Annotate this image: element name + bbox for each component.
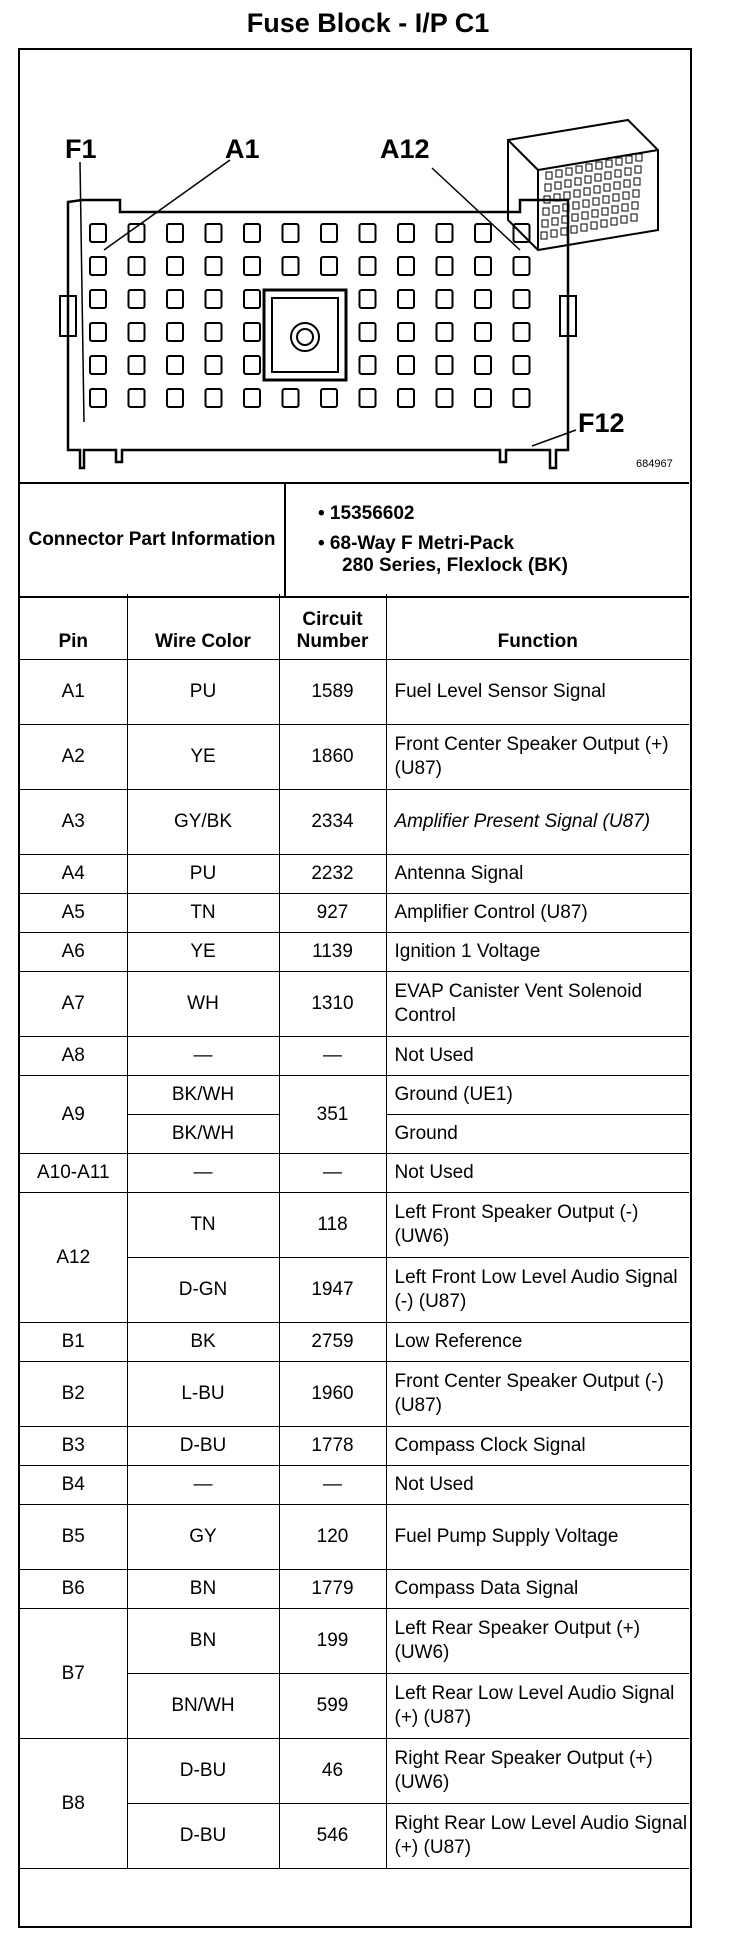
terminal-cavity — [167, 257, 183, 275]
terminal-cavity — [167, 290, 183, 308]
terminal-cavity — [615, 170, 621, 177]
pin-cell: B1 — [20, 1323, 127, 1362]
terminal-cavity — [572, 214, 578, 221]
terminal-cavity — [632, 202, 638, 209]
pin-cell: B4 — [20, 1466, 127, 1505]
terminal-cavity — [514, 356, 530, 374]
wire-color-cell: D-BU — [127, 1739, 279, 1804]
table-row — [20, 855, 689, 894]
terminal-cavity — [553, 206, 559, 213]
circuit-cell: 927 — [279, 894, 386, 933]
terminal-cavity — [321, 224, 337, 242]
function-cell: Ground (UE1) — [386, 1076, 689, 1115]
function-cell: Not Used — [386, 1466, 689, 1505]
pin-cell: A4 — [20, 855, 127, 894]
terminal-cavity — [631, 214, 637, 221]
circuit-cell: 351 — [279, 1076, 386, 1154]
terminal-cavity — [206, 389, 222, 407]
function-cell: Amplifier Present Signal (U87) — [386, 790, 689, 855]
part-number: • 15356602 — [318, 503, 415, 524]
terminal-cavity — [244, 356, 260, 374]
function-cell: Antenna Signal — [386, 855, 689, 894]
circuit-cell: 2232 — [279, 855, 386, 894]
wire-color-cell: WH — [127, 972, 279, 1037]
terminal-cavity — [546, 172, 552, 179]
terminal-cavity — [360, 389, 376, 407]
terminal-cavity — [206, 257, 222, 275]
terminal-cavity — [616, 158, 622, 165]
wire-color-cell: D-GN — [127, 1258, 279, 1323]
circuit-cell: 599 — [279, 1674, 386, 1739]
callout-f12: F12 — [578, 408, 625, 438]
pin-cell: B2 — [20, 1362, 127, 1427]
function-cell: Ignition 1 Voltage — [386, 933, 689, 972]
circuit-cell: 199 — [279, 1609, 386, 1674]
table-row — [20, 725, 689, 790]
table-row — [20, 1427, 689, 1466]
terminal-cavity — [167, 356, 183, 374]
table-row — [20, 933, 689, 972]
column-header-circuit-number: Circuit Number — [279, 594, 386, 660]
table-row — [20, 1154, 689, 1193]
pinout-table — [20, 594, 689, 1869]
table-row — [20, 1570, 689, 1609]
terminal-cavity — [90, 389, 106, 407]
terminal-cavity — [360, 257, 376, 275]
terminal-cavity — [244, 323, 260, 341]
table-row — [20, 1076, 689, 1115]
terminal-cavity — [475, 389, 491, 407]
function-cell: Right Rear Speaker Output (+) (UW6) — [386, 1739, 689, 1804]
terminal-cavity — [360, 290, 376, 308]
terminal-cavity — [283, 257, 299, 275]
table-row — [20, 1466, 689, 1505]
terminal-cavity — [624, 180, 630, 187]
terminal-cavity — [514, 323, 530, 341]
wire-color-cell: PU — [127, 855, 279, 894]
circuit-cell: — — [279, 1154, 386, 1193]
function-cell: Left Rear Speaker Output (+) (UW6) — [386, 1609, 689, 1674]
circuit-cell: 1778 — [279, 1427, 386, 1466]
pin-cell: A12 — [20, 1193, 127, 1323]
terminal-cavity — [398, 389, 414, 407]
terminal-cavity — [283, 389, 299, 407]
terminal-cavity — [622, 204, 628, 211]
callout-a12: A12 — [380, 134, 430, 164]
function-cell: Not Used — [386, 1154, 689, 1193]
terminal-cavity — [321, 389, 337, 407]
figure-id: 684967 — [636, 458, 673, 470]
terminal-cavity — [206, 356, 222, 374]
terminal-cavity — [573, 202, 579, 209]
terminal-cavity — [129, 290, 145, 308]
circuit-cell: 546 — [279, 1804, 386, 1869]
terminal-cavity — [129, 356, 145, 374]
pin-cell: A10-A11 — [20, 1154, 127, 1193]
circuit-cell: 118 — [279, 1193, 386, 1258]
terminal-cavity — [244, 257, 260, 275]
terminal-cavity — [514, 389, 530, 407]
table-row — [20, 1037, 689, 1076]
terminal-cavity — [551, 230, 557, 237]
pin-cell: B6 — [20, 1570, 127, 1609]
circuit-cell: 1947 — [279, 1258, 386, 1323]
terminal-cavity — [244, 290, 260, 308]
function-cell: Not Used — [386, 1037, 689, 1076]
terminal-cavity — [475, 224, 491, 242]
function-cell: Front Center Speaker Output (-) (U87) — [386, 1362, 689, 1427]
circuit-cell: 120 — [279, 1505, 386, 1570]
wire-color-cell: — — [127, 1466, 279, 1505]
function-cell: Ground — [386, 1115, 689, 1154]
circuit-cell: 1960 — [279, 1362, 386, 1427]
table-row — [20, 790, 689, 855]
terminal-cavity — [612, 206, 618, 213]
column-header-function: Function — [386, 594, 689, 660]
pin-cell: A9 — [20, 1076, 127, 1154]
terminal-cavity — [360, 356, 376, 374]
terminal-cavity — [603, 196, 609, 203]
wire-color-cell: PU — [127, 660, 279, 725]
terminal-cavity — [556, 170, 562, 177]
circuit-cell: 46 — [279, 1739, 386, 1804]
terminal-cavity — [561, 228, 567, 235]
circuit-cell: 2759 — [279, 1323, 386, 1362]
function-cell: Right Rear Low Level Audio Signal (+) (U87) — [386, 1804, 689, 1869]
terminal-cavity — [625, 168, 631, 175]
terminal-cavity — [437, 290, 453, 308]
table-row — [20, 1362, 689, 1427]
terminal-cavity — [475, 290, 491, 308]
wire-color-cell: — — [127, 1154, 279, 1193]
terminal-cavity — [636, 154, 642, 161]
terminal-cavity — [542, 220, 548, 227]
wire-color-cell: TN — [127, 894, 279, 933]
terminal-cavity — [283, 224, 299, 242]
table-row — [20, 1193, 689, 1258]
table-row — [20, 894, 689, 933]
terminal-cavity — [475, 356, 491, 374]
terminal-cavity — [475, 323, 491, 341]
terminal-cavity — [437, 323, 453, 341]
terminal-cavity — [613, 194, 619, 201]
wire-color-cell: BN — [127, 1570, 279, 1609]
connector-part-info — [20, 484, 689, 598]
terminal-cavity — [514, 290, 530, 308]
pin-cell: B8 — [20, 1739, 127, 1869]
terminal-cavity — [244, 389, 260, 407]
terminal-cavity — [621, 216, 627, 223]
wire-color-cell: BN — [127, 1609, 279, 1674]
terminal-cavity — [633, 190, 639, 197]
terminal-cavity — [591, 222, 597, 229]
terminal-cavity — [543, 208, 549, 215]
terminal-cavity — [585, 176, 591, 183]
callout-f1: F1 — [65, 134, 97, 164]
table-row — [20, 1323, 689, 1362]
function-cell: Compass Data Signal — [386, 1570, 689, 1609]
table-row — [20, 972, 689, 1037]
terminal-cavity — [571, 226, 577, 233]
wire-color-cell: BN/WH — [127, 1674, 279, 1739]
pin-cell: A3 — [20, 790, 127, 855]
terminal-cavity — [167, 224, 183, 242]
terminal-cavity — [437, 356, 453, 374]
terminal-cavity — [360, 323, 376, 341]
pin-cell: A1 — [20, 660, 127, 725]
terminal-cavity — [545, 184, 551, 191]
function-cell: Amplifier Control (U87) — [386, 894, 689, 933]
terminal-cavity — [514, 257, 530, 275]
circuit-cell: 2334 — [279, 790, 386, 855]
terminal-cavity — [614, 182, 620, 189]
wire-color-cell: YE — [127, 933, 279, 972]
connector-description-2: 280 Series, Flexlock (BK) — [342, 555, 568, 576]
terminal-cavity — [129, 257, 145, 275]
terminal-cavity — [574, 190, 580, 197]
function-cell: EVAP Canister Vent Solenoid Control — [386, 972, 689, 1037]
terminal-cavity — [167, 323, 183, 341]
terminal-cavity — [475, 257, 491, 275]
table-row — [20, 1739, 689, 1804]
terminal-cavity — [398, 224, 414, 242]
terminal-cavity — [167, 389, 183, 407]
pin-cell: A5 — [20, 894, 127, 933]
terminal-cavity — [90, 323, 106, 341]
terminal-cavity — [555, 182, 561, 189]
terminal-cavity — [635, 166, 641, 173]
terminal-cavity — [576, 166, 582, 173]
connector-info-label: Connector Part Information — [20, 484, 285, 597]
terminal-cavity — [244, 224, 260, 242]
terminal-cavity — [129, 389, 145, 407]
terminal-cavity — [601, 220, 607, 227]
terminal-cavity — [605, 172, 611, 179]
function-cell: Fuel Level Sensor Signal — [386, 660, 689, 725]
wire-color-cell: L-BU — [127, 1362, 279, 1427]
connector-description: • 68-Way F Metri-Pack — [318, 533, 515, 554]
pin-cell: B7 — [20, 1609, 127, 1739]
terminal-cavity — [90, 290, 106, 308]
terminal-cavity — [634, 178, 640, 185]
function-cell: Left Front Low Level Audio Signal (-) (U87) — [386, 1258, 689, 1323]
wire-color-cell: — — [127, 1037, 279, 1076]
wire-color-cell: D-BU — [127, 1804, 279, 1869]
circuit-cell: 1139 — [279, 933, 386, 972]
table-row — [20, 660, 689, 725]
terminal-cavity — [583, 200, 589, 207]
terminal-cavity — [206, 323, 222, 341]
pin-cell: A8 — [20, 1037, 127, 1076]
terminal-cavity — [129, 323, 145, 341]
wire-color-cell: BK — [127, 1323, 279, 1362]
function-cell: Compass Clock Signal — [386, 1427, 689, 1466]
terminal-cavity — [596, 162, 602, 169]
terminal-cavity — [586, 164, 592, 171]
terminal-cavity — [437, 389, 453, 407]
terminal-cavity — [398, 323, 414, 341]
circuit-cell: 1779 — [279, 1570, 386, 1609]
terminal-cavity — [626, 156, 632, 163]
terminal-cavity — [575, 178, 581, 185]
terminal-cavity — [90, 257, 106, 275]
terminal-cavity — [206, 290, 222, 308]
function-cell: Low Reference — [386, 1323, 689, 1362]
terminal-cavity — [606, 160, 612, 167]
terminal-cavity — [623, 192, 629, 199]
connector-sheet — [18, 48, 692, 1928]
terminal-cavity — [592, 210, 598, 217]
callout-a1: A1 — [225, 134, 260, 164]
connector-info-values — [285, 484, 689, 597]
terminal-cavity — [565, 180, 571, 187]
terminal-cavity — [581, 224, 587, 231]
circuit-cell: — — [279, 1466, 386, 1505]
circuit-cell: 1860 — [279, 725, 386, 790]
terminal-cavity — [437, 224, 453, 242]
wire-color-cell: YE — [127, 725, 279, 790]
terminal-cavity — [90, 224, 106, 242]
table-row — [20, 1505, 689, 1570]
wire-color-cell: D-BU — [127, 1427, 279, 1466]
circuit-cell: 1310 — [279, 972, 386, 1037]
page-title: Fuse Block - I/P C1 — [246, 8, 490, 38]
wire-color-cell: BK/WH — [127, 1076, 279, 1115]
terminal-cavity — [398, 257, 414, 275]
wire-color-cell: BK/WH — [127, 1115, 279, 1154]
pin-cell: B3 — [20, 1427, 127, 1466]
terminal-cavity — [541, 232, 547, 239]
column-header-pin: Pin — [20, 594, 127, 660]
terminal-cavity — [594, 186, 600, 193]
terminal-cavity — [611, 218, 617, 225]
function-cell: Fuel Pump Supply Voltage — [386, 1505, 689, 1570]
terminal-cavity — [90, 356, 106, 374]
terminal-cavity — [552, 218, 558, 225]
pin-cell: A7 — [20, 972, 127, 1037]
circuit-cell: — — [279, 1037, 386, 1076]
wire-color-cell: GY/BK — [127, 790, 279, 855]
terminal-cavity — [321, 257, 337, 275]
terminal-cavity — [604, 184, 610, 191]
terminal-cavity — [360, 224, 376, 242]
pin-cell: A6 — [20, 933, 127, 972]
terminal-cavity — [582, 212, 588, 219]
pin-cell: A2 — [20, 725, 127, 790]
terminal-cavity — [437, 257, 453, 275]
terminal-cavity — [584, 188, 590, 195]
table-row — [20, 1609, 689, 1674]
terminal-cavity — [398, 356, 414, 374]
terminal-cavity — [398, 290, 414, 308]
column-header-wire-color: Wire Color — [127, 594, 279, 660]
circuit-cell: 1589 — [279, 660, 386, 725]
terminal-cavity — [593, 198, 599, 205]
terminal-cavity — [206, 224, 222, 242]
function-cell: Front Center Speaker Output (+) (U87) — [386, 725, 689, 790]
terminal-cavity — [595, 174, 601, 181]
wire-color-cell: TN — [127, 1193, 279, 1258]
terminal-cavity — [566, 168, 572, 175]
pin-cell: B5 — [20, 1505, 127, 1570]
terminal-cavity — [602, 208, 608, 215]
function-cell: Left Rear Low Level Audio Signal (+) (U87) — [386, 1674, 689, 1739]
terminal-cavity — [564, 192, 570, 199]
connector-face-diagram — [20, 50, 689, 484]
wire-color-cell: GY — [127, 1505, 279, 1570]
function-cell: Left Front Speaker Output (-) (UW6) — [386, 1193, 689, 1258]
